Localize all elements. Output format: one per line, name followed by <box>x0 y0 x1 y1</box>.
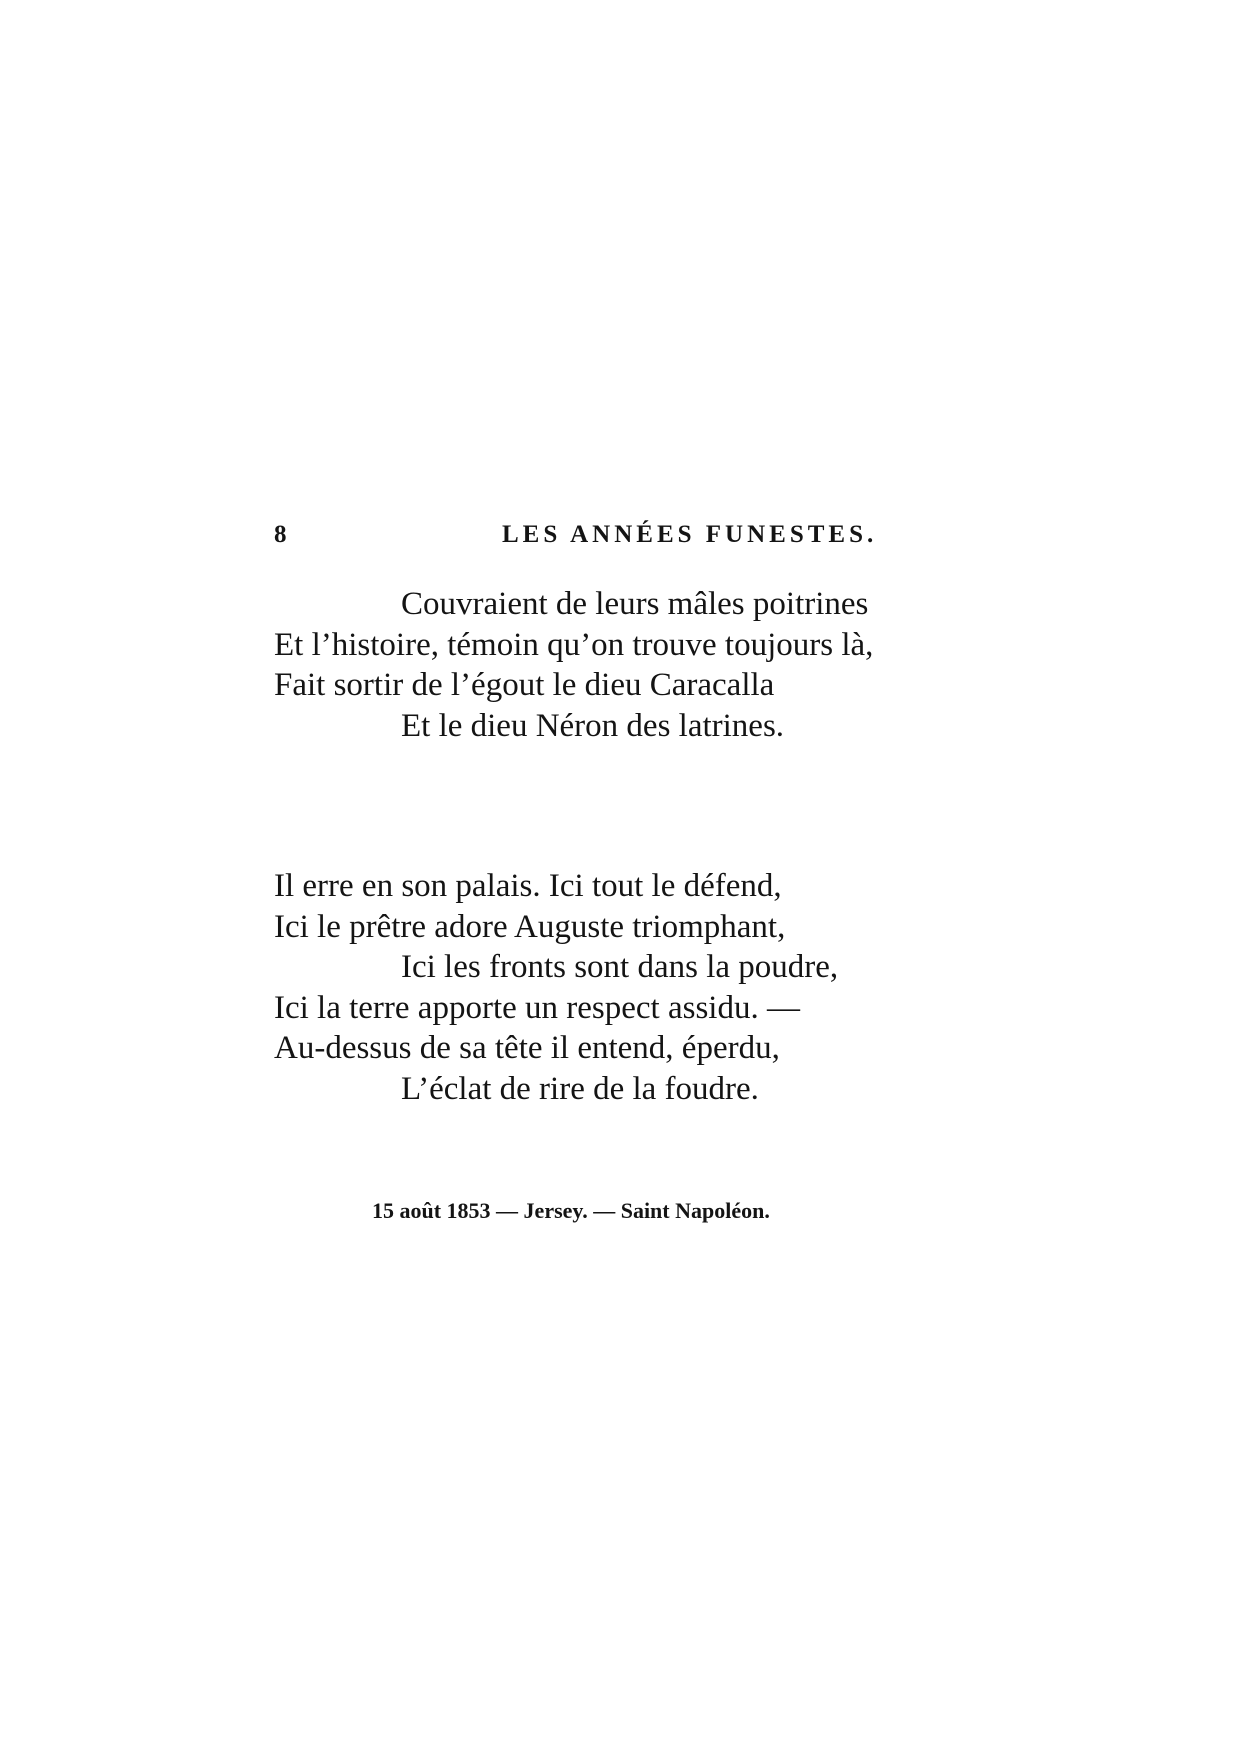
verse-line: Ici le prêtre adore Auguste triomphant, <box>274 908 786 945</box>
verse-line: Couvraient de leurs mâles poitrines <box>401 586 869 622</box>
verse-line: Il erre en son palais. Ici tout le défend, <box>274 868 782 904</box>
verse-line: Ici la terre apporte un respect assidu. — <box>274 989 800 1026</box>
verse-line: L’éclat de rire de la foudre. <box>401 1070 759 1107</box>
running-head <box>274 521 934 561</box>
stanza-2 <box>274 866 994 1109</box>
verse-line: Et l’histoire, témoin qu’on trouve toujours là, <box>274 626 874 663</box>
running-title: LES ANNÉES FUNESTES. <box>502 521 878 548</box>
verse-line: Au-dessus de sa tête il entend, éperdu, <box>274 1030 780 1066</box>
verse-line: Fait sortir de l’égout le dieu Caracalla <box>274 667 775 703</box>
verse-line: Et le dieu Néron des latrines. <box>401 707 785 744</box>
dateline: 15 août 1853 — Jersey. — Saint Napoléon. <box>372 1198 770 1223</box>
stanza-1 <box>274 584 994 746</box>
verse-line: Ici les fronts sont dans la poudre, <box>401 949 839 985</box>
page-number: 8 <box>274 521 287 548</box>
